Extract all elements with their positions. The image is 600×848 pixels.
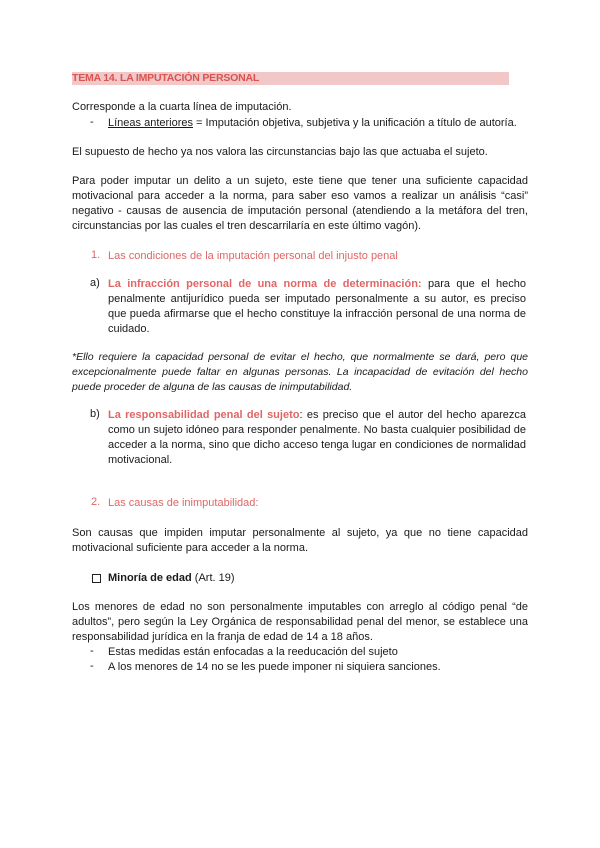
item-a-rest: para que el hecho penalmente antijurídico pueda ser imputado personalmente a su autor, es preciso que pueda afirmarse que el hecho constituye la infracción personal de una norma de cuidado. [108,278,526,335]
section-2-number: 2. [91,496,101,508]
bullet-dash: - [90,645,94,657]
bullet-label: Líneas anteriores [108,117,193,129]
bullet-dash: - [90,660,94,672]
intro-text: Corresponde a la cuarta línea de imputación. [72,101,292,113]
bullet-end-1: Estas medidas están enfocadas a la reeducación del sujeto [108,646,398,658]
bullet-rest: = Imputación objetiva, subjetiva y la unificación a título de autoría. [193,117,517,129]
section-1-heading: Las condiciones de la imputación personal del injusto penal [108,250,398,262]
check-item [108,571,235,586]
note-text: *Ello requiere la capacidad personal de evitar el hecho, que normalmente se dará, pero que excepcionalmente puede faltar en algunas personas. La incapacidad de evitación del hecho puede proceder de alguna de las causas de inimputabilidad. [72,351,528,393]
item-b-letter: b) [90,408,100,420]
paragraph-2: Para poder imputar un delito a un sujeto, este tiene que tener una suficiente capacidad motivacional para acceder a la norma, para saber eso vamos a realizar un análisis “casi” negativo - causas de ausencia de imputación personal (atendiendo a la metáfora del tren, circunstancias por las cuales el tren descarrilaría en este último vagón). [72,175,528,232]
page-title: TEMA 14. LA IMPUTACIÓN PERSONAL [72,72,260,84]
paragraph-3: Son causas que impiden imputar personalmente al sujeto, ya que no tiene capacidad motivacional suficiente para acceder a la norma. [72,527,528,554]
bullet-end-2: A los menores de 14 no se les puede imponer ni siquiera sanciones. [108,661,441,673]
paragraph-1: El supuesto de hecho ya nos valora las circunstancias bajo las que actuaba el sujeto. [72,146,488,158]
bullet-dash: - [90,116,94,128]
paragraph-4: Los menores de edad no son personalmente imputables con arreglo al código penal “de adultos”, pero según la Ley Orgánica de responsabilidad penal del menor, se establece una responsabilidad jurídica en la franja de edad de 14 a 18 años. [72,601,528,643]
item-b-bold: La responsabilidad penal del sujeto [108,409,300,421]
checkbox-icon[interactable] [92,574,101,583]
item-a-bold: La infracción personal de una norma de determinación: [108,278,422,290]
item-a-letter: a) [90,277,100,289]
check-item-rest: (Art. 19) [191,572,235,584]
item-a-text [108,277,526,337]
bullet-line [108,116,517,131]
section-1-number: 1. [91,249,101,261]
check-item-bold: Minoría de edad [108,572,192,584]
section-2-heading: Las causas de inimputabilidad: [108,497,259,509]
item-b-text [108,408,526,468]
item-b-rest: : es preciso que el autor del hecho aparezca como un sujeto idóneo para responder penalmente. No basta cualquier posibilidad de acceder a la norma, sino que dicho acceso tenga lugar en condiciones de normalidad motivacional. [108,409,526,466]
